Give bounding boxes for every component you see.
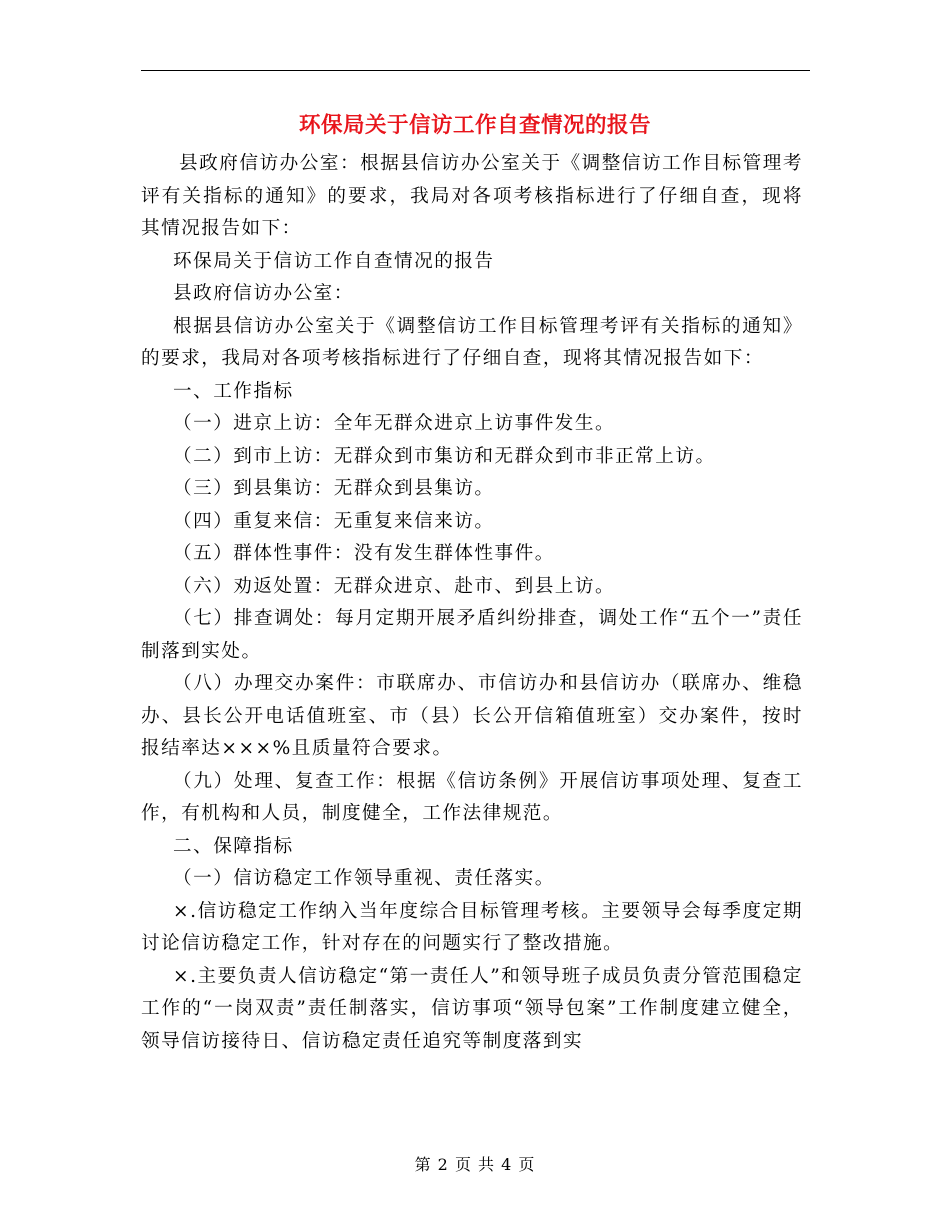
list-item: （一）信访稳定工作领导重视、责任落实。 bbox=[173, 868, 555, 889]
document-body bbox=[141, 148, 803, 1058]
list-item: （八）办理交办案件：市联席办、市信访办和县信访办（联席办、维稳办、县长公开电话值班室、市（县）长公开信箱值班室）交办案件，按时报结率达×××%且质量符合要求。 bbox=[141, 673, 803, 759]
list-item: （三）到县集访：无群众到县集访。 bbox=[173, 478, 495, 499]
section-heading: 二、保障指标 bbox=[173, 835, 294, 857]
list-item: （七）排查调处：每月定期开展矛盾纠纷排查，调处工作“五个一”责任制落到实处。 bbox=[141, 608, 803, 662]
list-item: （四）重复来信：无重复来信来访。 bbox=[173, 510, 495, 532]
header-rule bbox=[141, 70, 810, 71]
paragraph: ×.信访稳定工作纳入当年度综合目标管理考核。主要领导会每季度定期讨论信访稳定工作，针对存在的问题实行了整改措施。 bbox=[141, 900, 803, 954]
paragraph: 根据县信访办公室关于《调整信访工作目标管理考评有关指标的通知》的要求，我局对各项考核指标进行了仔细自查，现将其情况报告如下： bbox=[141, 315, 803, 369]
list-item: （五）群体性事件：没有发生群体性事件。 bbox=[173, 543, 555, 564]
document-title: 环保局关于信访工作自查情况的报告 bbox=[298, 113, 651, 138]
list-item: （一）进京上访：全年无群众进京上访事件发生。 bbox=[173, 413, 616, 434]
list-item: （九）处理、复查工作：根据《信访条例》开展信访事项处理、复查工作，有机构和人员，制度健全，工作法律规范。 bbox=[141, 770, 803, 824]
section-heading: 一、工作指标 bbox=[173, 380, 294, 402]
paragraph: 县政府信访办公室： bbox=[173, 283, 354, 304]
list-item: （六）劝返处置：无群众进京、赴市、到县上访。 bbox=[173, 575, 616, 597]
paragraph: 环保局关于信访工作自查情况的报告 bbox=[173, 250, 495, 272]
list-item: （二）到市上访：无群众到市集访和无群众到市非正常上访。 bbox=[173, 445, 716, 467]
paragraph: ×.主要负责人信访稳定“第一责任人”和领导班子成员负责分管范围稳定工作的“一岗双责”责任制落实，信访事项“领导包案”工作制度建立健全，领导信访接待日、信访稳定责任追究等制度落到实 bbox=[141, 965, 803, 1052]
page-number-footer: 第 2 页 共 4 页 bbox=[414, 1155, 536, 1174]
paragraph: 县政府信访办公室：根据县信访办公室关于《调整信访工作目标管理考评有关指标的通知》的要求，我局对各项考核指标进行了仔细自查，现将其情况报告如下： bbox=[141, 153, 803, 239]
